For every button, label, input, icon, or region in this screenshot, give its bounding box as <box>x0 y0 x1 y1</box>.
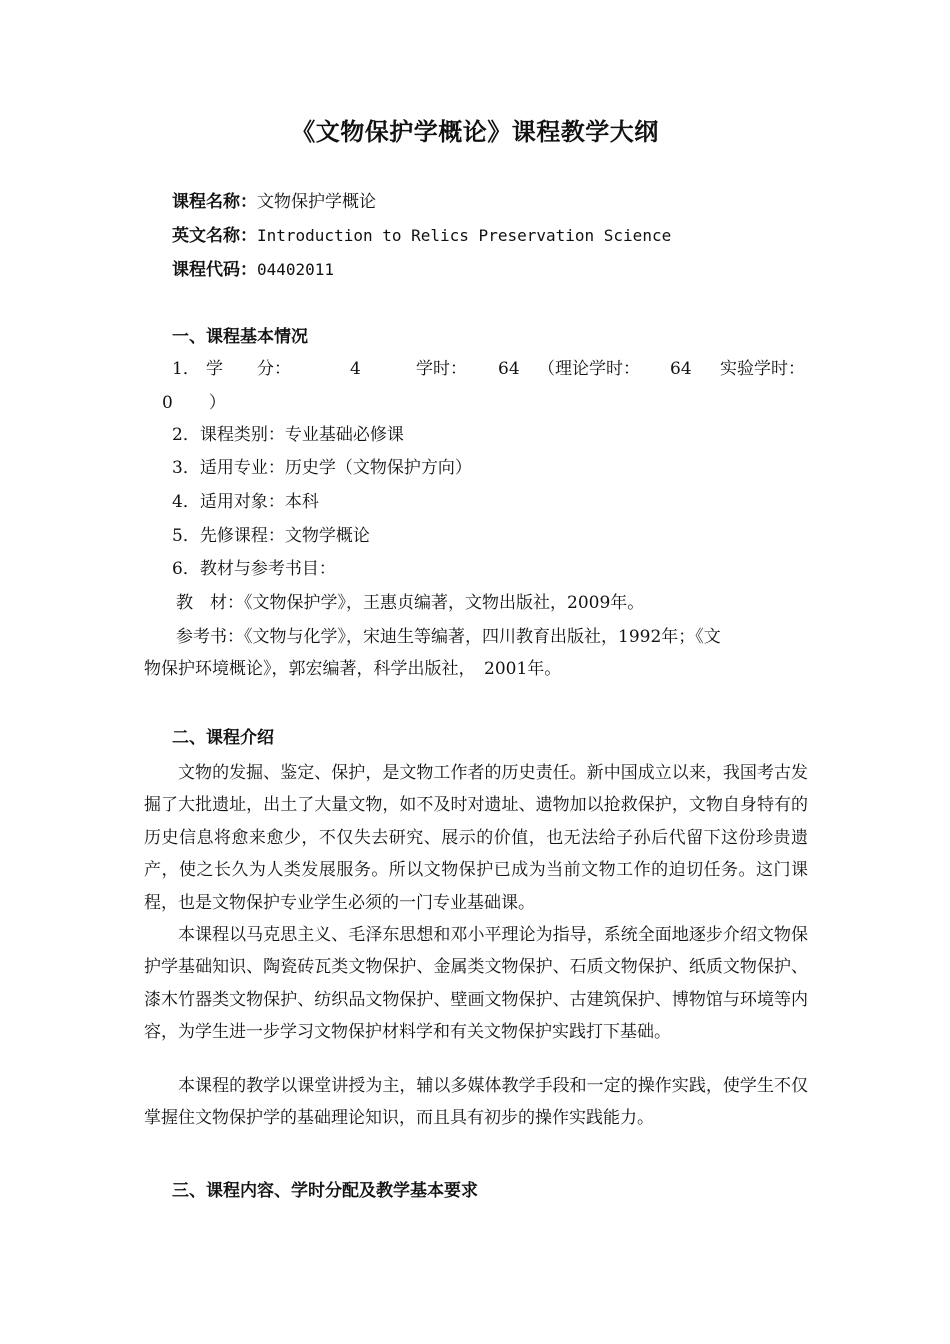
intro-paragraph-1-text: 文物的发掘、鉴定、保护，是文物工作者的历史责任。新中国成立以来，我国考古发掘了大批遗址，出土了大量文物，如不及时对遗址、遗物加以抢救保护，文物自身特有的历史信息将愈来愈少，不仅失去研究、展示的价值，也无法给子孙后代留下这份珍贵遗产，使之长久为人类发展服务。所以文物保护已成为当前文物工作的迫切任务。这门课程，也是文物保护专业学生必须的一门专业基础课。 <box>144 763 808 913</box>
list-item-textbooks: 6．教材与参考书目： <box>172 559 336 579</box>
textbook-line: 教 材：《文物保护学》，王惠贞编著，文物出版社，2009年。 <box>176 593 645 613</box>
document-title: 《文物保护学概论》课程教学大纲 <box>291 118 659 146</box>
hours-value: 64 <box>498 359 520 379</box>
course-code-row <box>172 253 334 287</box>
credit-hours-row <box>172 352 812 386</box>
intro-paragraph-2 <box>144 919 808 1049</box>
english-name-value: Introduction to Relics Preservation Science <box>257 226 672 245</box>
credit-value: 4 <box>350 359 361 379</box>
intro-paragraph-3 <box>144 1070 808 1135</box>
theory-hours-value: 64 <box>670 359 692 379</box>
english-name-label: 英文名称： <box>172 226 257 246</box>
lab-hours-row <box>162 386 226 420</box>
theory-hours-label: （理论学时： <box>538 359 640 379</box>
credit-label: 学 分： <box>206 359 291 379</box>
list-item-course-type: 2．课程类别：专业基础必修课 <box>172 425 404 445</box>
course-code-label: 课程代码： <box>172 260 257 280</box>
section-3-heading: 三、课程内容、学时分配及教学基本要求 <box>172 1181 478 1201</box>
references-line-2: 物保护环境概论》，郭宏编著，科学出版社， 2001年。 <box>144 659 562 679</box>
hours-label: 学时： <box>416 359 467 379</box>
course-name-value: 文物保护学概论 <box>257 192 376 212</box>
intro-paragraph-3-text: 本课程的教学以课堂讲授为主，辅以多媒体教学手段和一定的操作实践，使学生不仅掌握住文物保护学的基础理论知识，而且具有初步的操作实践能力。 <box>144 1076 808 1129</box>
course-name-label: 课程名称： <box>172 192 257 212</box>
course-code-value: 04402011 <box>257 260 335 279</box>
course-name-row <box>172 185 376 219</box>
intro-paragraph-1 <box>144 757 808 919</box>
intro-paragraph-2-text: 本课程以马克思主义、毛泽东思想和邓小平理论为指导，系统全面地逐步介绍文物保护学基础知识、陶瓷砖瓦类文物保护、金属类文物保护、石质文物保护、纸质文物保护、漆木竹器类文物保护、纺织品文物保护、壁画文物保护、古建筑保护、博物馆与环境等内容，为学生进一步学习文物保护材料学和有关文物保护实践打下基础。 <box>144 925 808 1043</box>
list-item-major: 3．适用专业：历史学（文物保护方向） <box>172 458 472 478</box>
lab-hours-label: 实验学时： <box>720 359 805 379</box>
english-name-row <box>172 219 671 253</box>
lab-hours-value: 0 <box>162 393 173 413</box>
references-line-1: 参考书：《文物与化学》，宋迪生等编著，四川教育出版社，1992年；《文 <box>176 627 721 647</box>
credit-close-paren: ） <box>208 393 226 413</box>
section-2-heading: 二、课程介绍 <box>172 728 274 748</box>
list-item-prerequisite: 5．先修课程：文物学概论 <box>172 526 370 546</box>
list-item-audience: 4．适用对象：本科 <box>172 492 319 512</box>
credit-item-number: 1． <box>172 359 200 379</box>
section-1-heading: 一、课程基本情况 <box>172 327 308 347</box>
